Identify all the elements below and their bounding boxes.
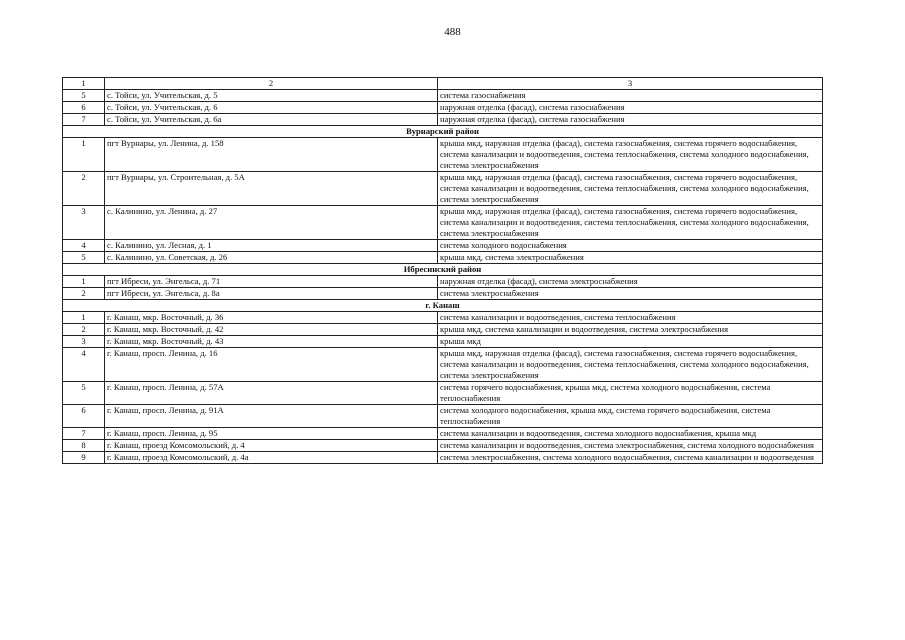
row-number: 2 <box>63 288 105 300</box>
row-address: с. Тойси, ул. Учительская, д. 6а <box>105 114 438 126</box>
row-works: крыша мкд, система электроснабжения <box>438 252 823 264</box>
row-number: 9 <box>63 452 105 464</box>
table-row <box>63 405 823 428</box>
row-number: 2 <box>63 172 105 206</box>
row-number: 8 <box>63 440 105 452</box>
table-row <box>63 252 823 264</box>
row-number: 5 <box>63 90 105 102</box>
row-number: 3 <box>63 336 105 348</box>
district-header-row <box>63 300 823 312</box>
row-number: 3 <box>63 206 105 240</box>
row-address: с. Калинино, ул. Ленина, д. 27 <box>105 206 438 240</box>
row-works: крыша мкд, наружная отделка (фасад), система газоснабжения, система горячего водоснабжения, система канализации и водоотведения, система теплоснабжения, система холодного водоснабжения, система электроснабжения <box>438 206 823 240</box>
table-row <box>63 324 823 336</box>
row-address: г. Канаш, просп. Ленина, д. 16 <box>105 348 438 382</box>
row-works: система холодного водоснабжения <box>438 240 823 252</box>
row-works: система электроснабжения <box>438 288 823 300</box>
row-works: система газоснабжения <box>438 90 823 102</box>
table-row <box>63 382 823 405</box>
district-name: Вурнарский район <box>63 126 823 138</box>
table-row <box>63 312 823 324</box>
table-row <box>63 288 823 300</box>
row-works: крыша мкд, наружная отделка (фасад), система газоснабжения, система горячего водоснабжения, система канализации и водоотведения, система теплоснабжения, система холодного водоснабжения, система электроснабжения <box>438 172 823 206</box>
row-works: система канализации и водоотведения, система электроснабжения, система холодного водоснабжения <box>438 440 823 452</box>
row-address: с. Тойси, ул. Учительская, д. 5 <box>105 90 438 102</box>
table-row <box>63 440 823 452</box>
table-row <box>63 90 823 102</box>
page-number: 488 <box>444 26 461 38</box>
district-header-row <box>63 264 823 276</box>
row-address: с. Калинино, ул. Советская, д. 26 <box>105 252 438 264</box>
row-number: 1 <box>63 138 105 172</box>
district-name: Ибресинский район <box>63 264 823 276</box>
row-number: 4 <box>63 240 105 252</box>
table-row <box>63 102 823 114</box>
row-number: 2 <box>63 324 105 336</box>
table-row <box>63 348 823 382</box>
row-address: г. Канаш, просп. Ленина, д. 95 <box>105 428 438 440</box>
table-row <box>63 336 823 348</box>
column-header-1: 1 <box>63 78 105 90</box>
table-row <box>63 172 823 206</box>
table-row <box>63 428 823 440</box>
row-works: крыша мкд <box>438 336 823 348</box>
row-works: крыша мкд, наружная отделка (фасад), система газоснабжения, система горячего водоснабжения, система канализации и водоотведения, система теплоснабжения, система холодного водоснабжения, система электроснабжения <box>438 348 823 382</box>
row-address: пгт Ибреси, ул. Энгельса, д. 8а <box>105 288 438 300</box>
row-works: наружная отделка (фасад), система газоснабжения <box>438 102 823 114</box>
row-works: система электроснабжения, система холодного водоснабжения, система канализации и водоотведения <box>438 452 823 464</box>
registry-table-body <box>63 78 823 464</box>
table-row <box>63 206 823 240</box>
column-header-3: 3 <box>438 78 823 90</box>
row-number: 6 <box>63 405 105 428</box>
row-number: 7 <box>63 428 105 440</box>
row-address: с. Тойси, ул. Учительская, д. 6 <box>105 102 438 114</box>
column-header-2: 2 <box>105 78 438 90</box>
row-address: пгт Ибреси, ул. Энгельса, д. 71 <box>105 276 438 288</box>
row-number: 5 <box>63 252 105 264</box>
district-name: г. Канаш <box>63 300 823 312</box>
row-address: г. Канаш, просп. Ленина, д. 91А <box>105 405 438 428</box>
row-number: 6 <box>63 102 105 114</box>
district-header-row <box>63 126 823 138</box>
row-number: 5 <box>63 382 105 405</box>
row-works: система холодного водоснабжения, крыша мкд, система горячего водоснабжения, система теплоснабжения <box>438 405 823 428</box>
table-row <box>63 138 823 172</box>
row-address: г. Канаш, мкр. Восточный, д. 42 <box>105 324 438 336</box>
table-row <box>63 240 823 252</box>
row-number: 7 <box>63 114 105 126</box>
table-header-row <box>63 78 823 90</box>
table-row <box>63 276 823 288</box>
row-address: г. Канаш, проезд Комсомольский, д. 4а <box>105 452 438 464</box>
row-number: 1 <box>63 276 105 288</box>
row-works: крыша мкд, система канализации и водоотведения, система электроснабжения <box>438 324 823 336</box>
table-row <box>63 114 823 126</box>
row-works: крыша мкд, наружная отделка (фасад), система газоснабжения, система горячего водоснабжения, система канализации и водоотведения, система теплоснабжения, система холодного водоснабжения, система электроснабжения <box>438 138 823 172</box>
registry-table <box>62 77 823 464</box>
row-address: г. Канаш, просп. Ленина, д. 57А <box>105 382 438 405</box>
row-address: г. Канаш, мкр. Восточный, д. 36 <box>105 312 438 324</box>
table-row <box>63 452 823 464</box>
row-address: с. Калинино, ул. Лесная, д. 1 <box>105 240 438 252</box>
row-address: г. Канаш, проезд Комсомольский, д. 4 <box>105 440 438 452</box>
row-works: система горячего водоснабжения, крыша мкд, система холодного водоснабжения, система теплоснабжения <box>438 382 823 405</box>
row-number: 1 <box>63 312 105 324</box>
row-address: пгт Вурнары, ул. Ленина, д. 158 <box>105 138 438 172</box>
row-address: г. Канаш, мкр. Восточный, д. 43 <box>105 336 438 348</box>
row-number: 4 <box>63 348 105 382</box>
row-works: наружная отделка (фасад), система электроснабжения <box>438 276 823 288</box>
row-works: система канализации и водоотведения, система теплоснабжения <box>438 312 823 324</box>
row-address: пгт Вурнары, ул. Строительная, д. 5А <box>105 172 438 206</box>
row-works: система канализации и водоотведения, система холодного водоснабжения, крыша мкд <box>438 428 823 440</box>
row-works: наружная отделка (фасад), система газоснабжения <box>438 114 823 126</box>
